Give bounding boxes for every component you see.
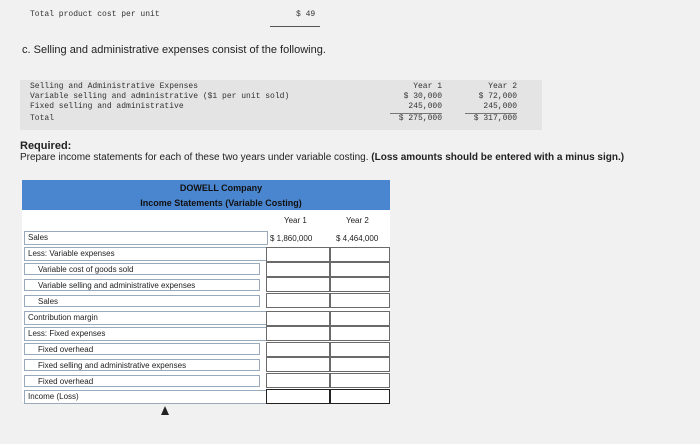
fixed-expenses-year2-input[interactable] (330, 326, 390, 341)
contribution-margin-year1-input[interactable] (266, 311, 330, 326)
year1-header: Year 1 (284, 216, 307, 225)
row-fixed-overhead-2: Fixed overhead (24, 375, 260, 387)
total-product-cost-value: $ 49 (296, 10, 316, 19)
contribution-margin-year2-input[interactable] (330, 311, 390, 326)
required-heading: Required: (20, 140, 72, 152)
sa-year1-total: $ 275,000 (390, 113, 442, 124)
required-text: Prepare income statements for each of these two years under variable costing. (20, 152, 369, 163)
sa-year2-column (465, 82, 517, 124)
fixed-overhead-2-year1-input[interactable] (266, 373, 330, 388)
fixed-sa-year2-input[interactable] (330, 357, 390, 372)
row-sales: Sales (24, 231, 268, 245)
total-product-cost-label: Total product cost per unit (30, 10, 160, 19)
sa-expenses-labels (30, 82, 289, 124)
sa-year2-value: $ 72,000 (478, 92, 517, 101)
sa-year2-value: 245,000 (483, 102, 517, 111)
row-less-fixed: Less: Fixed expenses (24, 327, 268, 341)
variable-expenses-year1-input[interactable] (266, 247, 330, 262)
row-less-variable: Less: Variable expenses (24, 247, 268, 261)
row-fixed-sa: Fixed selling and administrative expenses (24, 359, 260, 371)
statement-title: Income Statements (Variable Costing) (140, 198, 302, 208)
sales-year2-value: $ 4,464,000 (336, 234, 379, 243)
variable-sa-year2-input[interactable] (330, 277, 390, 292)
sales-2-year1-input[interactable] (266, 293, 330, 308)
sales-year1-value: $ 1,860,000 (270, 234, 313, 243)
sa-row-label: Selling and Administrative Expenses (30, 82, 199, 91)
required-note: (Loss amounts should be entered with a minus sign.) (371, 152, 625, 163)
variable-sa-year1-input[interactable] (266, 277, 330, 292)
sa-year2-header: Year 2 (488, 82, 517, 91)
sa-year1-column (390, 82, 442, 124)
fixed-sa-year1-input[interactable] (266, 357, 330, 372)
sa-year2-total: $ 317,000 (465, 113, 517, 124)
year2-header: Year 2 (346, 216, 369, 225)
company-name: DOWELL Company (179, 183, 263, 193)
sa-year1-header: Year 1 (413, 82, 442, 91)
sa-row-label: Variable selling and administrative ($1 per unit sold) (30, 92, 290, 101)
sa-year1-value: $ 30,000 (403, 92, 442, 101)
divider (270, 26, 320, 27)
section-c-heading: c. Selling and administrative expenses consist of the following. (22, 44, 326, 56)
sa-row-label: Fixed selling and administrative (30, 102, 184, 111)
sales-2-year2-input[interactable] (330, 293, 390, 308)
fixed-overhead-2-year2-input[interactable] (330, 373, 390, 388)
income-loss-year2-input[interactable] (330, 389, 390, 404)
row-variable-cogs: Variable cost of goods sold (24, 263, 260, 275)
sa-row-label: Total (30, 114, 55, 123)
row-income-loss: Income (Loss) (24, 390, 268, 404)
required-instructions (20, 152, 624, 163)
row-sales-2: Sales (24, 295, 260, 307)
row-fixed-overhead: Fixed overhead (24, 343, 260, 355)
row-variable-sa: Variable selling and administrative expenses (24, 279, 260, 291)
income-loss-year1-input[interactable] (266, 389, 330, 404)
fixed-overhead-year1-input[interactable] (266, 342, 330, 357)
variable-expenses-year2-input[interactable] (330, 247, 390, 262)
row-contribution-margin: Contribution margin (24, 311, 268, 325)
fixed-expenses-year1-input[interactable] (266, 326, 330, 341)
fixed-overhead-year2-input[interactable] (330, 342, 390, 357)
sa-year1-value: 245,000 (408, 102, 442, 111)
variable-cogs-year2-input[interactable] (330, 262, 390, 277)
mouse-cursor-icon (161, 406, 169, 415)
variable-cogs-year1-input[interactable] (266, 262, 330, 277)
